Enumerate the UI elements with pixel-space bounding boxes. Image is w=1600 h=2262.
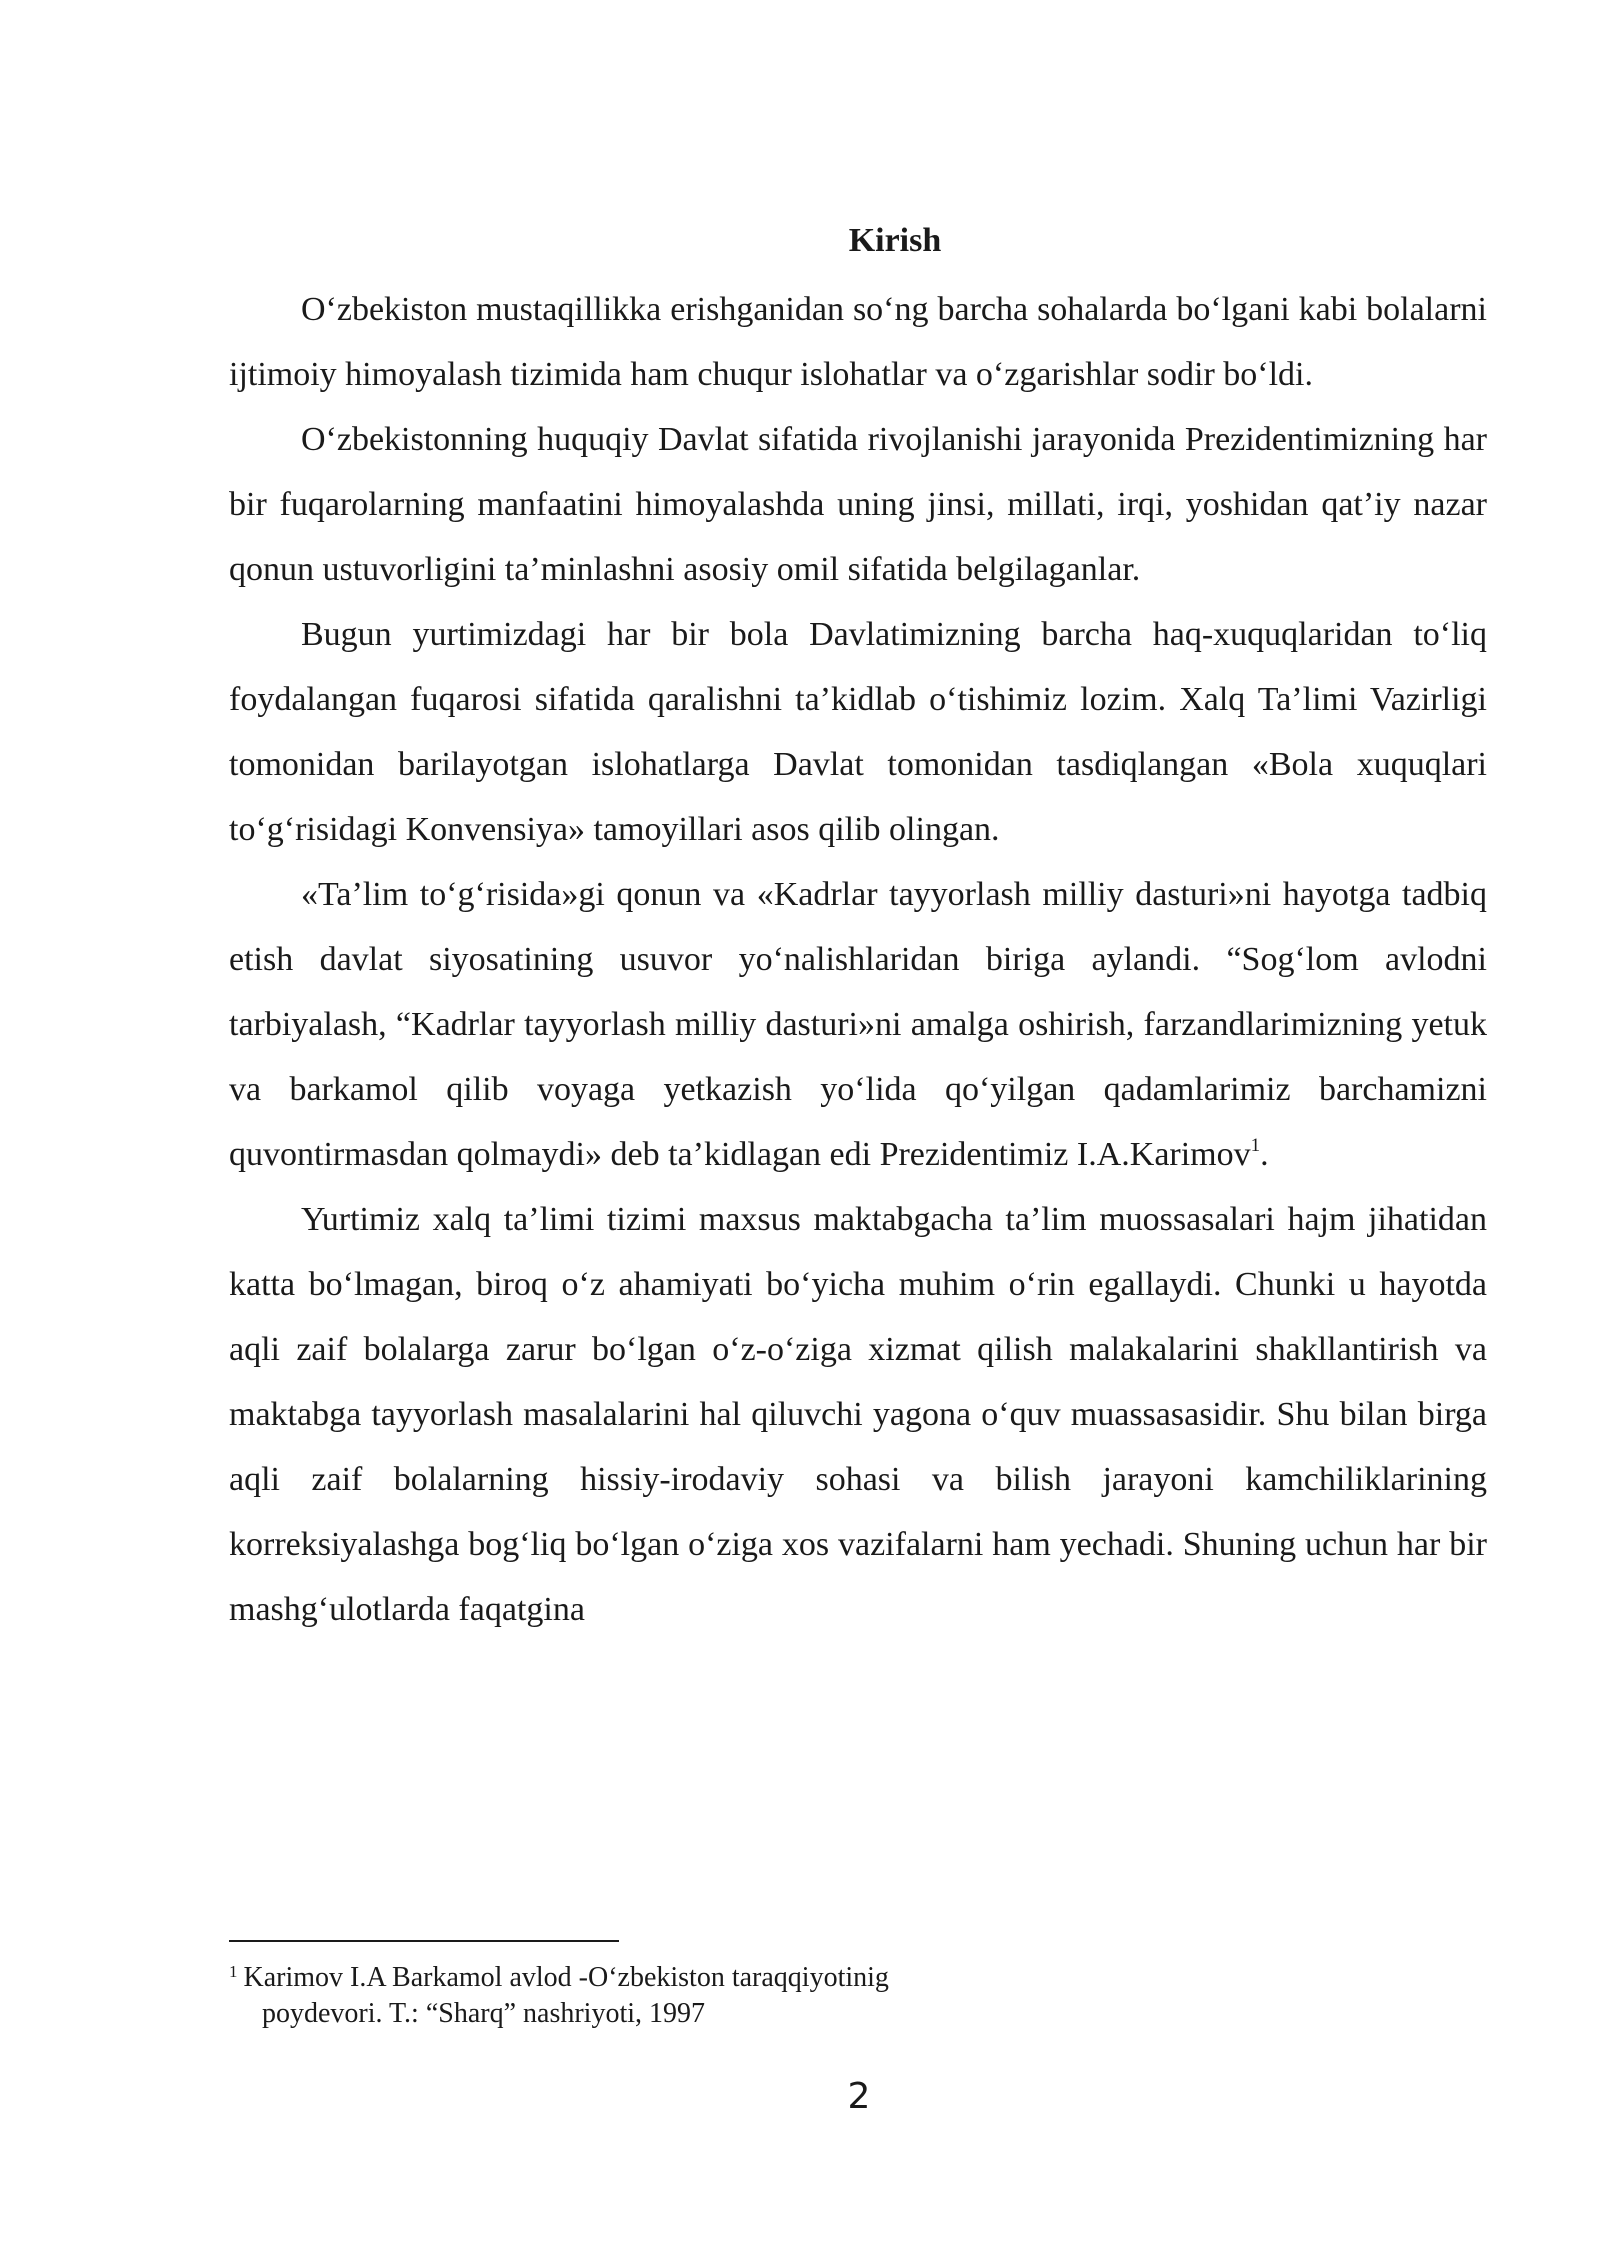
footnote-separator [229, 1940, 619, 1942]
paragraph-2: O‘zbekistonning huquqiy Davlat sifatida rivojlanishi jarayonida Prezidentimizning har bir fuqarolarning manfaatini himoyalashda uning jinsi, millati, irqi, yoshidan qat’iy nazar qonun ustuvorligini ta’minlashni asosiy omil sifatida belgilaganlar. [229, 421, 1487, 588]
footnote-line-1 [229, 1954, 1129, 1996]
paragraph-4-end: . [1260, 1136, 1269, 1173]
body-text [229, 277, 1487, 1642]
paragraph-4 [229, 862, 1487, 1187]
paragraph-1: O‘zbekiston mustaqillikka erishganidan so‘ng barcha sohalarda bo‘lgani kabi bolalarni ijtimoiy himoyalash tizimida ham chuqur islohatlar va o‘zgarishlar sodir bo‘ldi. [229, 291, 1487, 393]
footnote-reference[interactable]: 1 [1250, 1135, 1261, 1156]
paragraph-3: Bugun yurtimizdagi har bir bola Davlatimizning barcha haq-xuquqlaridan to‘liq foydalangan fuqarosi sifatida qaralishni ta’kidlab o‘tishimiz lozim. Xalq Ta’limi Vazirligi tomonidan barilayotgan islohatlarga Davlat tomonidan tasdiqlangan «Bola xuquqlari to‘g‘risidagi Konvensiya» tamoyillari asos qilib olingan. [229, 616, 1487, 848]
footnote-line-2: poydevori. T.: “Sharq” nashriyoti, 1997 [262, 1998, 705, 2029]
paragraph-5: Yurtimiz xalq ta’limi tizimi maxsus maktabgacha ta’lim muossasalari hajm jihatidan katta bo‘lmagan, biroq o‘z ahamiyati bo‘yicha muhim o‘rin egallaydi. Chunki u hayotda aqli zaif bolalarga zarur bo‘lgan o‘z-o‘ziga xizmat qilish malakalarini shakllantirish va maktabga tayyorlash masalalarini hal qiluvchi yagona o‘quv muassasasidir. Shu bilan birga aqli zaif bolalarning hissiy-irodaviy sohasi va bilish jarayoni kamchiliklarining korreksiyalashga bog‘liq bo‘lgan o‘ziga xos vazifalarni ham yechadi. Shuning uchun har bir mashg‘ulotlarda faqatgina [229, 1201, 1487, 1628]
footnote [229, 1954, 1129, 2032]
footnote-text-1: Karimov I.A Barkamol avlod -O‘zbekiston taraqqiyotinig [243, 1962, 889, 1993]
paragraph-4-text: «Ta’lim to‘g‘risida»gi qonun va «Kadrlar tayyorlash milliy dasturi»ni hayotga tadbiq etish davlat siyosatining usuvor yo‘nalishlaridan biriga aylandi. “Sog‘lom avlodni tarbiyalash, “Kadrlar tayyorlash milliy dasturi»ni amalga oshirish, farzandlarimizning yetuk va barkamol qilib voyaga yetkazish yo‘lida qo‘yilgan qadamlarimiz barchamizni quvontirmasdan qolmaydi» deb ta’kidlagan edi Prezidentimiz I.A.Karimov [229, 876, 1487, 1173]
section-title: Kirish [848, 222, 942, 259]
footnote-mark: 1 [229, 1962, 238, 1981]
page-number: 2 [847, 2076, 871, 2117]
